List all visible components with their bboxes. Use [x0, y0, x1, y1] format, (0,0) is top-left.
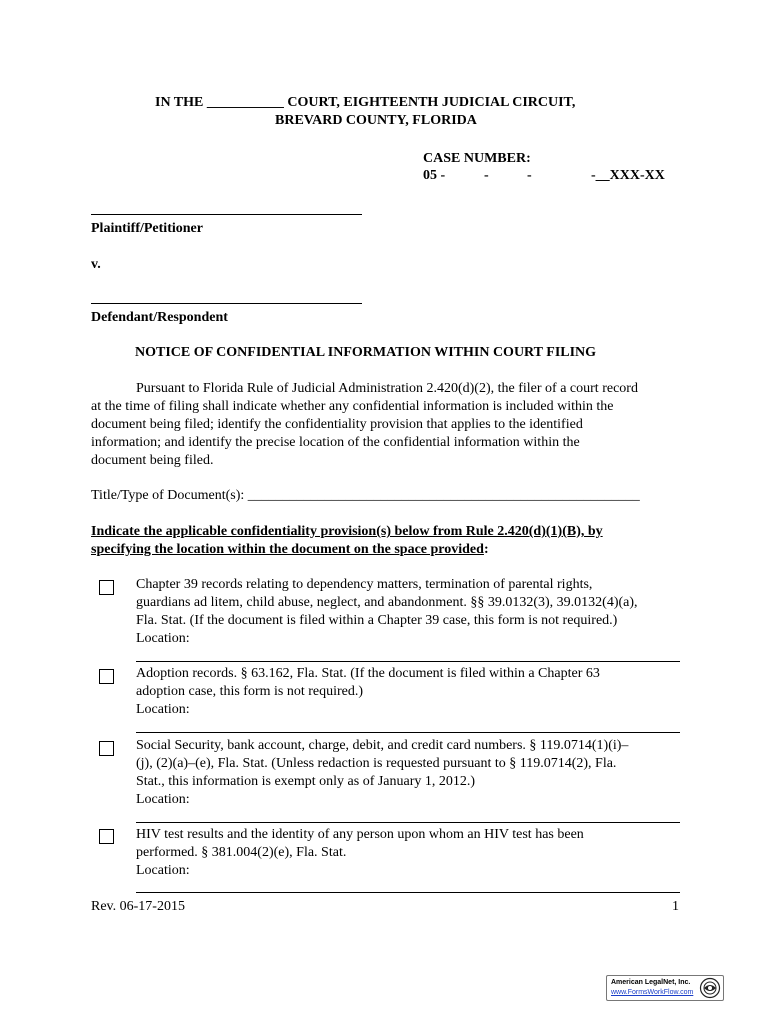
instruction-line — [91, 541, 489, 559]
hiv-test-checkbox[interactable] — [99, 829, 114, 844]
social-security-checkbox[interactable] — [99, 741, 114, 756]
provision-text: performed. § 381.004(2)(e), Fla. Stat. — [136, 845, 347, 860]
county-heading: BREVARD COUNTY, FLORIDA — [275, 113, 477, 128]
location-input-line[interactable] — [136, 661, 680, 662]
provision-text: Fla. Stat. (If the document is filed within a Chapter 39 case, this form is not required.) — [136, 613, 618, 628]
intro-line: document being filed; identify the confidentiality provision that applies to the identified — [91, 417, 583, 432]
location-input-line[interactable] — [136, 892, 680, 893]
provision-text: Social Security, bank account, charge, debit, and credit card numbers. § 119.0714(1)(i)– — [136, 738, 629, 753]
intro-line: information; and identify the precise location of the confidential information within the — [91, 435, 580, 450]
case-number-suffix: -__XXX-XX — [591, 168, 665, 183]
american-legalnet-logo — [606, 975, 724, 1001]
notice-title: NOTICE OF CONFIDENTIAL INFORMATION WITHIN COURT FILING — [135, 345, 597, 360]
intro-line: document being filed. — [91, 453, 214, 468]
provision-text: HIV test results and the identity of any person upon whom an HIV test has been — [136, 827, 584, 842]
revision-date: Rev. 06-17-2015 — [91, 899, 185, 914]
intro-line: at the time of filing shall indicate whether any confidential information is included within the — [91, 399, 614, 414]
chapter-39-checkbox[interactable] — [99, 580, 114, 595]
location-label: Location: — [136, 631, 190, 646]
logo-company-name: American LegalNet, Inc. — [611, 979, 691, 986]
location-input-line[interactable] — [136, 822, 680, 823]
defendant-signature-line — [91, 303, 362, 304]
plaintiff-signature-line — [91, 214, 362, 215]
adoption-records-checkbox[interactable] — [99, 669, 114, 684]
case-number-dash: - — [527, 168, 532, 183]
instruction-line: Indicate the applicable confidentiality provision(s) below from Rule 2.420(d)(1)(B), by — [91, 524, 603, 539]
page-number: 1 — [672, 899, 679, 914]
location-label: Location: — [136, 863, 190, 878]
court-heading: IN THE ___________ COURT, EIGHTEENTH JUDICIAL CIRCUIT, — [155, 95, 576, 110]
provision-text: Stat., this information is exempt only as of January 1, 2012.) — [136, 774, 476, 789]
location-input-line[interactable] — [136, 732, 680, 733]
location-label: Location: — [136, 702, 190, 717]
globe-icon — [699, 977, 721, 999]
provision-text: guardians ad litem, child abuse, neglect, and abandonment. §§ 39.0132(3), 39.0132(4)(a), — [136, 595, 638, 610]
case-number-label: CASE NUMBER: — [423, 151, 531, 166]
case-number-prefix: 05 - — [423, 168, 446, 183]
instruction-colon: : — [483, 542, 489, 557]
intro-line: Pursuant to Florida Rule of Judicial Administration 2.420(d)(2), the filer of a court record — [136, 381, 638, 396]
provision-text: Chapter 39 records relating to dependency matters, termination of parental rights, — [136, 577, 593, 592]
defendant-label: Defendant/Respondent — [91, 310, 228, 325]
versus-label: v. — [91, 257, 101, 272]
provision-text: adoption case, this form is not required.) — [136, 684, 364, 699]
title-type-field[interactable]: Title/Type of Document(s): ________________________________________________________ — [91, 488, 640, 503]
logo-website-link[interactable]: www.FormsWorkFlow.com — [611, 989, 694, 996]
provision-text: (j), (2)(a)–(e), Fla. Stat. (Unless redaction is requested pursuant to § 119.0714(2), Fla. — [136, 756, 617, 771]
plaintiff-label: Plaintiff/Petitioner — [91, 221, 203, 236]
location-label: Location: — [136, 792, 190, 807]
case-number-dash: - — [484, 168, 489, 183]
provision-text: Adoption records. § 63.162, Fla. Stat. (If the document is filed within a Chapter 63 — [136, 666, 600, 681]
instruction-line-text: specifying the location within the document on the space provided — [91, 542, 484, 557]
